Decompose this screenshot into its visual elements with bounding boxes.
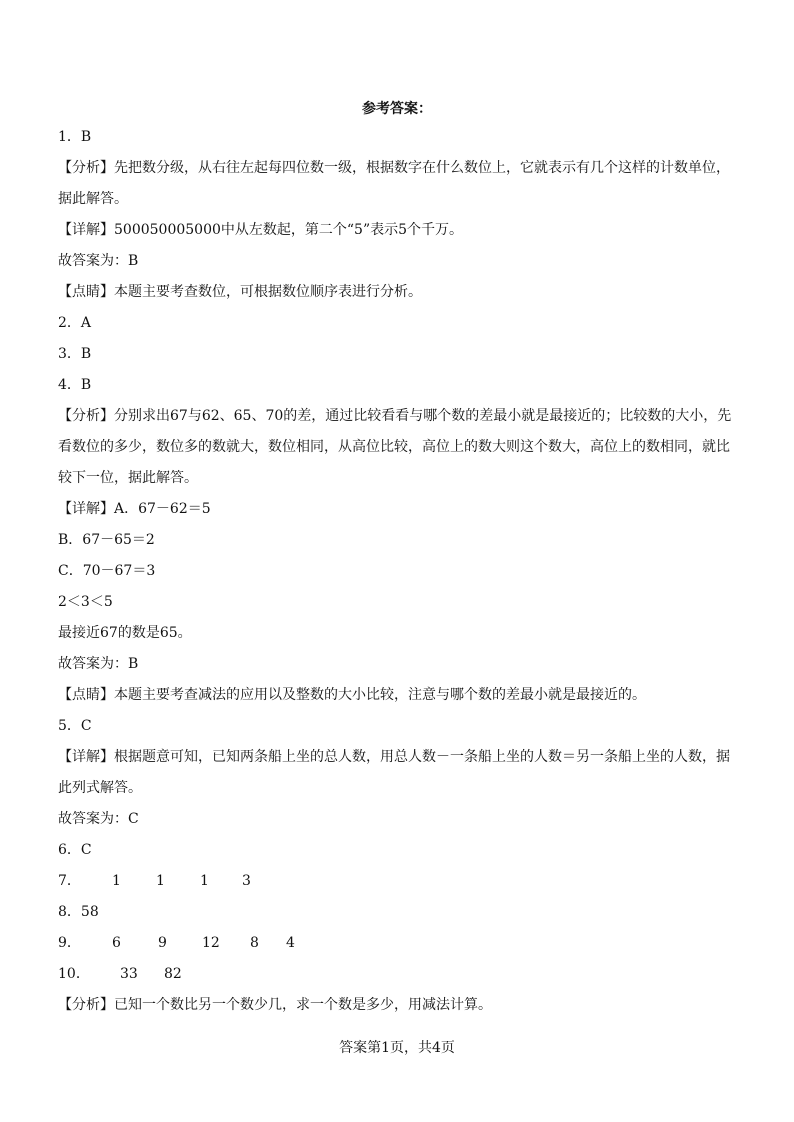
analysis-tag: 【分析】 [58, 408, 114, 424]
q4-analysis-text: 分别求出67与62、65、70的差，通过比较看看与哪个数的差最小就是最接近的；比较数的大小，先看数位的多少，数位多的数就大，数位相同，从高位比较，高位上的数大则这个数大，高位上的数相同，就比较下一位，据此解答。 [58, 408, 732, 486]
q4-number: 4．B [58, 377, 92, 393]
q4-detail-b: B．67－65＝2 [58, 532, 155, 548]
q9-value: 6 [112, 935, 121, 951]
q1-detail-text: 500050005000中从左数起，第二个“5”表示5个千万。 [114, 222, 464, 238]
q4-detail-c: C．70－67＝3 [58, 563, 156, 579]
q10-answers [58, 959, 738, 990]
q9-value: 9 [158, 935, 167, 951]
q9-number: 9． [58, 935, 81, 951]
q3-number: 3．B [58, 346, 92, 362]
q1-detail [58, 215, 738, 246]
q10-value: 82 [164, 966, 182, 982]
q9-answers [58, 928, 738, 959]
q5-detail [58, 742, 738, 804]
q5-number: 5．C [58, 718, 92, 734]
q10-value: 33 [120, 966, 138, 982]
q7-value: 1 [156, 873, 165, 889]
page-title: 参考答案： [362, 101, 432, 117]
q10-analysis-text: 已知一个数比另一个数少几，求一个数是多少，用减法计算。 [114, 997, 492, 1013]
q5-detail-text: 根据题意可知，已知两条船上坐的总人数，用总人数－一条船上坐的人数＝另一条船上坐的人数，据此列式解答。 [58, 749, 730, 796]
comment-tag: 【点睛】 [58, 687, 114, 703]
q1-number: 1．B [58, 129, 92, 145]
q7-answers [58, 866, 738, 897]
q10-number: 10． [58, 966, 90, 982]
q4-comment-text: 本题主要考查减法的应用以及整数的大小比较，注意与哪个数的差最小就是最接近的。 [114, 687, 646, 703]
detail-tag: 【详解】 [58, 222, 114, 238]
q2-number: 2．A [58, 315, 92, 331]
q4-detail-a-text: A．67－62＝5 [114, 501, 211, 517]
q10-analysis [58, 990, 738, 1021]
detail-tag: 【详解】 [58, 501, 114, 517]
q1-comment [58, 277, 738, 308]
q4-detail-a [58, 494, 738, 525]
q4-compare: 2＜3＜5 [58, 594, 113, 610]
q4-answer: 故答案为：B [58, 656, 139, 672]
q8-number: 8．58 [58, 904, 99, 920]
q7-value: 1 [200, 873, 209, 889]
q1-analysis-text: 先把数分级，从右往左起每四位数一级，根据数字在什么数位上，它就表示有几个这样的计数单位，据此解答。 [58, 160, 730, 207]
q5-answer: 故答案为：C [58, 811, 139, 827]
q6-number: 6．C [58, 842, 92, 858]
analysis-tag: 【分析】 [58, 997, 114, 1013]
q9-value: 12 [202, 935, 220, 951]
q9-value: 4 [286, 935, 295, 951]
detail-tag: 【详解】 [58, 749, 114, 765]
q1-analysis [58, 153, 738, 215]
q7-value: 1 [112, 873, 121, 889]
q4-analysis [58, 401, 738, 494]
q7-number: 7． [58, 873, 81, 889]
analysis-tag: 【分析】 [58, 160, 114, 176]
comment-tag: 【点睛】 [58, 284, 114, 300]
q9-value: 8 [250, 935, 259, 951]
q4-comment [58, 680, 738, 711]
q7-value: 3 [242, 873, 251, 889]
page-footer: 答案第1页，共4页 [339, 1040, 455, 1056]
answer-content [58, 122, 738, 1021]
q1-answer: 故答案为：B [58, 253, 139, 269]
q1-comment-text: 本题主要考查数位，可根据数位顺序表进行分析。 [114, 284, 422, 300]
q4-closest: 最接近67的数是65。 [58, 625, 192, 641]
